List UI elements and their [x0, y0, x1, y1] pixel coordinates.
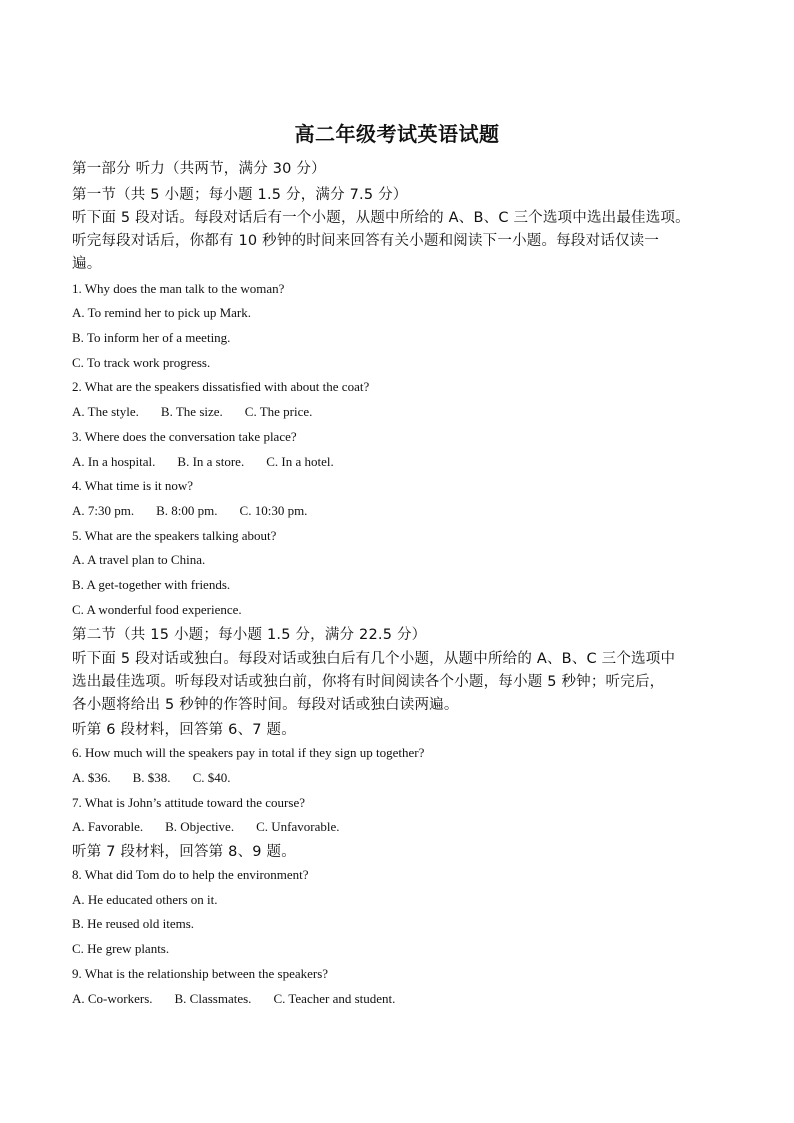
question-9-stem: 9. What is the relationship between the speakers?: [72, 966, 329, 981]
material-7-heading: 听第 7 段材料，回答第 8、9 题。: [72, 844, 296, 860]
question-3-option-c: C. In a hotel.: [266, 454, 334, 469]
question-5-option-b: B. A get-together with friends.: [72, 577, 231, 592]
part1-heading: 第一部分 听力（共两节，满分 30 分）: [72, 161, 326, 177]
question-6-option-c: C. $40.: [192, 770, 231, 785]
question-8-option-c: C. He grew plants.: [72, 941, 170, 956]
question-7-stem: 7. What is John’s attitude toward the course?: [72, 795, 305, 810]
question-4-option-c: C. 10:30 pm.: [239, 503, 308, 518]
question-7-option-b: B. Objective.: [165, 819, 235, 834]
question-1-option-a: A. To remind her to pick up Mark.: [72, 305, 252, 320]
section2-instructions-line2: 选出最佳选项。听每段对话或独白前，你将有时间阅读各个小题，每小题 5 秒钟；听完后，: [72, 674, 665, 690]
exam-title: 高二年级考试英语试题: [294, 122, 500, 146]
question-2-options: [72, 404, 312, 420]
section2-instructions-line3: 各小题将给出 5 秒钟的作答时间。每段对话或独白读两遍。: [72, 697, 459, 713]
question-6-option-a: A. $36.: [72, 770, 111, 785]
question-2-option-c: C. The price.: [244, 404, 313, 419]
question-8-option-a: A. He educated others on it.: [72, 892, 218, 907]
question-2-option-b: B. The size.: [160, 404, 223, 419]
question-4-option-b: B. 8:00 pm.: [156, 503, 218, 518]
section2-instructions-line1: 听下面 5 段对话或独白。每段对话或独白后有几个小题，从题中所给的 A、B、C 三个选项中: [72, 651, 676, 667]
section1-instructions-line1: 听下面 5 段对话。每段对话后有一个小题，从题中所给的 A、B、C 三个选项中选出最佳选项。: [72, 210, 690, 226]
question-2-option-a: A. The style.: [72, 404, 139, 419]
section1-instructions-line2: 听完每段对话后，你都有 10 秒钟的时间来回答有关小题和阅读下一小题。每段对话仅读一: [72, 233, 660, 249]
question-7-option-a: A. Favorable.: [72, 819, 144, 834]
question-4-option-a: A. 7:30 pm.: [72, 503, 135, 518]
question-1-option-c: C. To track work progress.: [72, 355, 211, 370]
question-4-stem: 4. What time is it now?: [72, 478, 194, 493]
question-3-options: [72, 454, 334, 470]
material-6-heading: 听第 6 段材料，回答第 6、7 题。: [72, 722, 296, 738]
question-5-option-c: C. A wonderful food experience.: [72, 602, 242, 617]
question-2-stem: 2. What are the speakers dissatisfied with about the coat?: [72, 379, 370, 394]
question-9-option-b: B. Classmates.: [174, 991, 252, 1006]
question-8-option-b: B. He reused old items.: [72, 916, 195, 931]
question-9-option-a: A. Co-workers.: [72, 991, 153, 1006]
question-3-stem: 3. Where does the conversation take place?: [72, 429, 297, 444]
question-9-option-c: C. Teacher and student.: [273, 991, 396, 1006]
section1-instructions-line3: 遍。: [72, 256, 102, 272]
question-5-stem: 5. What are the speakers talking about?: [72, 528, 277, 543]
question-7-option-c: C. Unfavorable.: [256, 819, 340, 834]
question-4-options: [72, 503, 307, 519]
question-1-option-b: B. To inform her of a meeting.: [72, 330, 231, 345]
section2-heading: 第二节（共 15 小题；每小题 1.5 分，满分 22.5 分）: [72, 627, 427, 643]
question-6-option-b: B. $38.: [132, 770, 171, 785]
question-3-option-a: A. In a hospital.: [72, 454, 156, 469]
question-9-options: [72, 991, 395, 1007]
question-1-stem: 1. Why does the man talk to the woman?: [72, 281, 285, 296]
question-7-options: [72, 819, 339, 835]
question-6-options: [72, 770, 230, 786]
question-5-option-a: A. A travel plan to China.: [72, 552, 206, 567]
question-8-stem: 8. What did Tom do to help the environment?: [72, 867, 309, 882]
question-6-stem: 6. How much will the speakers pay in total if they sign up together?: [72, 745, 425, 760]
question-3-option-b: B. In a store.: [177, 454, 245, 469]
section1-heading: 第一节（共 5 小题；每小题 1.5 分，满分 7.5 分）: [72, 187, 408, 203]
